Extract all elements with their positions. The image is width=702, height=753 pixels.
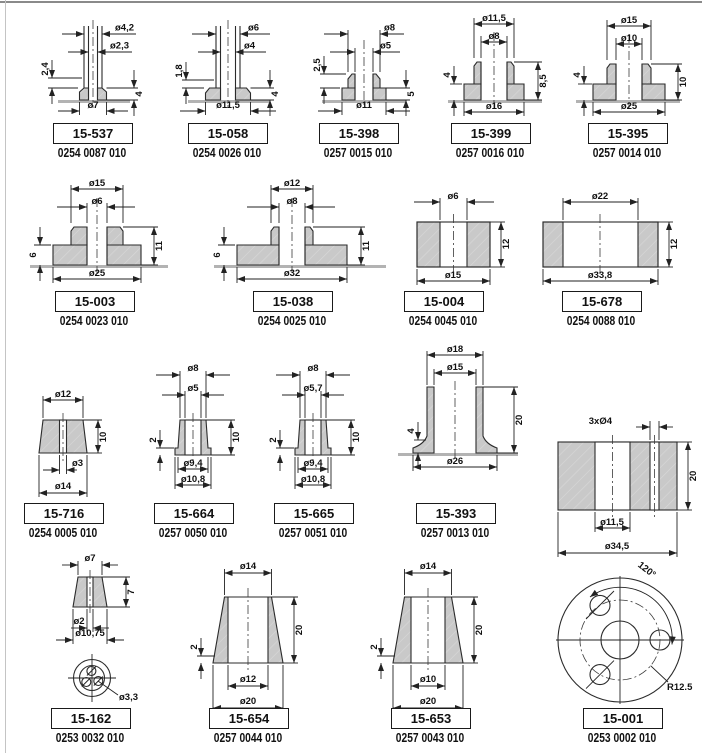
- dim-label: ø25: [620, 101, 638, 112]
- dim-label: ø7: [84, 553, 96, 564]
- dim-label: ø12: [54, 389, 72, 400]
- dim-label: ø8: [286, 196, 298, 207]
- page-left-rule: [5, 0, 6, 753]
- dim-label: ø7: [87, 100, 99, 111]
- order-code: 0253 0002 010: [587, 731, 657, 745]
- dim-label: ø15: [446, 362, 464, 373]
- part-number-plate: 15-038: [253, 291, 333, 312]
- dim-label: ø5: [187, 383, 199, 394]
- part-number-plate: 15-665: [274, 503, 354, 524]
- dim-label: 1,8: [174, 64, 185, 78]
- dim-label: 2: [189, 644, 200, 650]
- order-code: 0253 0032 010: [55, 731, 125, 745]
- dim-label: ø12: [283, 178, 301, 189]
- dim-label: 12: [501, 238, 512, 250]
- dim-label: ø8: [307, 363, 319, 374]
- order-code: 0254 0045 010: [408, 314, 478, 328]
- order-code: 0254 0026 010: [192, 146, 262, 160]
- dim-label: ø16: [485, 101, 503, 112]
- drawing-15-664: [142, 345, 257, 503]
- order-code: 0257 0013 010: [420, 526, 490, 540]
- dim-label: 20: [688, 470, 699, 482]
- drawing-15-654: [185, 552, 320, 714]
- dim-label: ø10: [620, 33, 638, 44]
- drawing-15-393: [388, 337, 528, 503]
- dim-label: 10: [351, 431, 362, 443]
- dim-label: 10: [678, 76, 689, 88]
- part-number-plate: 15-395: [588, 123, 668, 144]
- dim-label: ø2: [73, 616, 85, 627]
- drawing-15-653: [365, 552, 500, 714]
- dim-label: ø34,5: [604, 541, 630, 552]
- drawing-15-399: [424, 4, 564, 122]
- dim-label: 6: [212, 252, 223, 258]
- dim-label: ø15: [88, 178, 106, 189]
- order-code: 0257 0016 010: [455, 146, 525, 160]
- dim-label: 3xØ4: [588, 416, 612, 427]
- part-number-plate: 15-654: [209, 708, 289, 729]
- dim-label: ø22: [591, 191, 609, 202]
- dim-label: 10: [231, 431, 242, 443]
- part-body: [558, 442, 677, 510]
- dim-label: ø9,4: [183, 458, 203, 469]
- dim-label: 11: [154, 240, 165, 252]
- drawing-15-716: [15, 375, 140, 503]
- drawing-15-004: [390, 176, 515, 292]
- dim-label: ø10,75: [75, 628, 105, 639]
- dim-label: ø11,5: [482, 13, 506, 24]
- order-code: 0257 0043 010: [395, 731, 465, 745]
- dim-label: ø2,3: [110, 40, 130, 52]
- dim-label: 2,4: [40, 62, 51, 76]
- dim-label: ø25: [88, 268, 106, 279]
- order-code: 0254 0087 010: [57, 146, 127, 160]
- part-number-plate: 15-399: [451, 123, 531, 144]
- drawing-15-398: [294, 4, 434, 122]
- dim-label: ø20: [239, 696, 257, 707]
- dim-label: ø14: [239, 561, 257, 572]
- order-code: 0257 0015 010: [323, 146, 393, 160]
- order-code: 0257 0014 010: [592, 146, 662, 160]
- part-number-plate: 15-653: [391, 708, 471, 729]
- drawing-15-001: [548, 552, 702, 706]
- dim-label: 2: [268, 437, 279, 443]
- dim-label: ø8: [488, 31, 500, 42]
- dim-label: ø12: [239, 674, 257, 685]
- dim-label: ø6: [248, 22, 260, 34]
- dim-label: 5: [406, 91, 417, 97]
- dim-label: 7: [126, 589, 137, 595]
- dim-label: 4: [442, 72, 453, 78]
- dim-label: ø4: [244, 40, 256, 52]
- order-code: 0257 0051 010: [278, 526, 348, 540]
- page-top-rule: [0, 1, 702, 3]
- dim-label: ø26: [446, 456, 464, 467]
- dim-label: 8,5: [538, 74, 549, 88]
- drawing-15-058: [158, 4, 298, 122]
- part-number-plate: 15-004: [404, 291, 484, 312]
- dim-label: ø5: [380, 40, 392, 52]
- dim-label: ø32: [283, 268, 301, 279]
- part-number-plate: 15-393: [416, 503, 496, 524]
- drawing-15-162: [30, 552, 160, 706]
- order-code: 0257 0044 010: [213, 731, 283, 745]
- dimensions: [377, 569, 478, 712]
- part-number-plate: 15-001: [583, 708, 663, 729]
- dim-label: ø15: [444, 270, 462, 281]
- dim-label: ø10,8: [180, 474, 206, 485]
- part-number-plate: 15-058: [188, 123, 268, 144]
- part-number-plate: 15-398: [319, 123, 399, 144]
- bottom-view: [68, 654, 118, 702]
- drawing-15-537: [22, 4, 162, 122]
- dim-label: ø9,4: [303, 458, 323, 469]
- order-code: 0254 0023 010: [59, 314, 129, 328]
- drawing-15-665: [262, 345, 377, 503]
- dim-label: 120°: [635, 559, 658, 581]
- drawing-15-395: [556, 4, 702, 122]
- dim-label: 4: [270, 91, 281, 97]
- dim-label: ø11,5: [600, 517, 624, 528]
- dimensions: [197, 569, 298, 712]
- order-code: 0257 0050 010: [158, 526, 228, 540]
- dim-label: ø5,7: [303, 383, 323, 394]
- part-number-plate: 15-537: [53, 123, 133, 144]
- dim-label: ø10: [419, 674, 437, 685]
- dim-label: ø6: [447, 191, 459, 202]
- dim-label: ø6: [91, 196, 103, 207]
- dim-label: 11: [361, 240, 372, 252]
- dim-label: ø11: [356, 100, 372, 111]
- dim-label: 20: [474, 624, 485, 636]
- dim-label: 20: [514, 414, 525, 426]
- drawing-15-038: [200, 176, 400, 292]
- dim-label: ø18: [446, 344, 464, 355]
- dim-label: ø15: [620, 15, 638, 26]
- part-body: [556, 576, 684, 704]
- drawing-15-003: [8, 176, 193, 292]
- dim-label: ø3: [72, 458, 84, 469]
- dim-label: 20: [294, 624, 305, 636]
- dim-label: 4: [134, 91, 145, 97]
- dim-label: ø14: [54, 481, 72, 492]
- dim-label: ø8: [187, 363, 199, 374]
- dim-label: 4: [572, 72, 583, 78]
- dim-label: ø14: [419, 561, 437, 572]
- part-number-plate: 15-003: [55, 291, 135, 312]
- part-number-plate: 15-664: [154, 503, 234, 524]
- drawing-15-678: [528, 176, 702, 292]
- dim-label: R12.5: [667, 682, 693, 693]
- order-code: 0254 0088 010: [566, 314, 636, 328]
- dim-label: 6: [28, 252, 39, 258]
- dim-label: ø10,8: [300, 474, 326, 485]
- dim-label: ø4,2: [115, 22, 135, 34]
- dim-label: 12: [669, 238, 680, 250]
- dim-label: ø3,3: [119, 692, 139, 703]
- order-code: 0254 0025 010: [257, 314, 327, 328]
- dim-label: 2,5: [312, 58, 323, 72]
- order-code: 0254 0005 010: [28, 526, 98, 540]
- dim-label: ø20: [419, 696, 437, 707]
- dim-label: 2: [148, 437, 159, 443]
- dim-label: ø33,8: [587, 270, 613, 281]
- dim-label: 10: [98, 431, 109, 443]
- part-body: [543, 222, 658, 267]
- dim-label: 4: [406, 428, 417, 434]
- part-number-plate: 15-678: [562, 291, 642, 312]
- dim-label: 2: [369, 644, 380, 650]
- part-number-plate: 15-162: [51, 708, 131, 729]
- part-number-plate: 15-716: [24, 503, 104, 524]
- dim-label: ø11,5: [216, 100, 240, 111]
- drawing-15-001-side-view: [540, 395, 702, 563]
- dim-label: ø8: [384, 22, 396, 34]
